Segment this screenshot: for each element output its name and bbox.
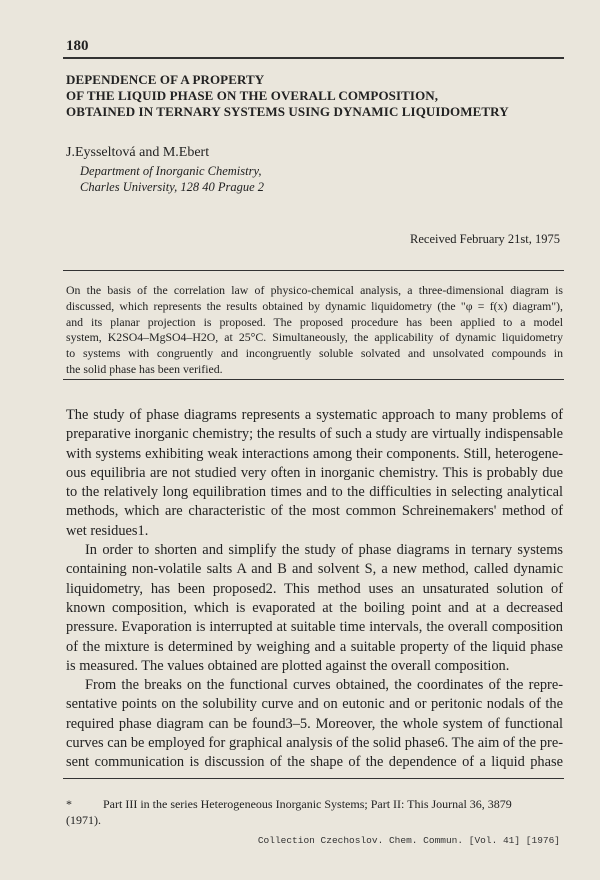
body-line: of the mixture is determined by weighing and a suitable property of the liquid phase [66, 638, 563, 655]
affiliation [80, 163, 264, 195]
affiliation-line: Department of Inorganic Chemistry, [80, 164, 262, 178]
abstract-line: the solid phase has been verified. [66, 361, 223, 376]
title-line: DEPENDENCE OF A PROPERTY [66, 72, 265, 87]
body-line: containing non-volatile salts A and B and solvent S, a new method, called dynamic [66, 561, 563, 578]
body-line: liquidometry, has been proposed2. This method uses an unsaturated solution of [66, 580, 563, 597]
header-rule [63, 57, 564, 59]
footnote-line [66, 796, 563, 812]
body-line: The study of phase diagrams represents a systematic approach to many problems of [66, 407, 563, 423]
article-body [66, 406, 563, 773]
footnote-mark: * [66, 797, 72, 811]
footnote [66, 796, 563, 828]
body-line: with systems exhibiting weak interactions among their components. Still, heterogene- [66, 445, 563, 462]
body-line: preparative inorganic chemistry; the results of such a study are virtually indispensable [66, 426, 563, 443]
abstract-line: to systems with congruently and incongruently soluble solvated and unsolvated compounds in [66, 346, 563, 361]
abstract-line: discussed, which represents the results obtained by dynamic liquidometry (the "φ = f(x) diagram"), [66, 298, 563, 313]
body-line: curves can be employed for graphical analysis of the solid phase6. The aim of the pre- [66, 735, 563, 752]
body-line: In order to shorten and simplify the study of phase diagrams in ternary systems [85, 542, 563, 559]
body-line: pressure. Evaporation is interrupted at suitable time intervals, the overall composition [66, 619, 563, 636]
body-line: methods, which are characteristic of the most common Schreinemakers' method of [66, 503, 563, 520]
affiliation-line: Charles University, 128 40 Prague 2 [80, 180, 265, 194]
abstract-line: system, K2SO4–MgSO4–H2O, at 25°C. Simultaneously, the applicability of dynamic liquidometry [66, 330, 563, 345]
abstract-rule-bottom [63, 379, 564, 380]
body-line: known composition, which is evaporated at the boiling point and at a decreased [66, 599, 563, 616]
title-line: OBTAINED IN TERNARY SYSTEMS USING DYNAMIC LIQUIDOMETRY [66, 104, 509, 119]
abstract [66, 283, 563, 378]
abstract-line: On the basis of the correlation law of physico-chemical analysis, a three-dimensional diagram is [66, 283, 563, 297]
body-line: required phase diagram can be found3–5. Moreover, the whole system of functional [66, 715, 563, 732]
body-line: wet residues1. [66, 522, 149, 539]
body-line: sent communication is discussion of the shape of the dependence of a liquid phase [66, 754, 563, 771]
received-date: Received February 21st, 1975 [410, 232, 560, 246]
title-line: OF THE LIQUID PHASE ON THE OVERALL COMPOSITION, [66, 88, 439, 103]
abstract-rule-top [63, 270, 564, 271]
authors: J.Eysseltová and M.Ebert [66, 145, 210, 160]
footnote-line: (1971). [66, 813, 101, 827]
body-line: From the breaks on the functional curves obtained, the coordinates of the repre- [85, 677, 563, 694]
footnote-text: Part III in the series Heterogeneous Inorganic Systems; Part II: This Journal 36, 3879 [103, 797, 512, 811]
journal-footer: Collection Czechoslov. Chem. Commun. [Vol. 41] [1976] [257, 835, 560, 846]
article-title [66, 72, 566, 120]
body-line: to the relatively long equilibration times and to the difficulties in selecting analytical [66, 484, 563, 501]
body-line: is measured. The values obtained are plotted against the overall composition. [66, 657, 510, 674]
abstract-line: and its planar projection is proposed. The proposed procedure has been applied to a model [66, 314, 563, 329]
body-line: sentative points on the solubility curve and on eutonic and or peritonic nodals of the [66, 696, 563, 713]
footnote-rule [63, 778, 564, 779]
page-number: 180 [66, 38, 89, 54]
body-line: ous equilibria are not studied very often in inorganic chemistry. This is probably due [66, 464, 563, 481]
